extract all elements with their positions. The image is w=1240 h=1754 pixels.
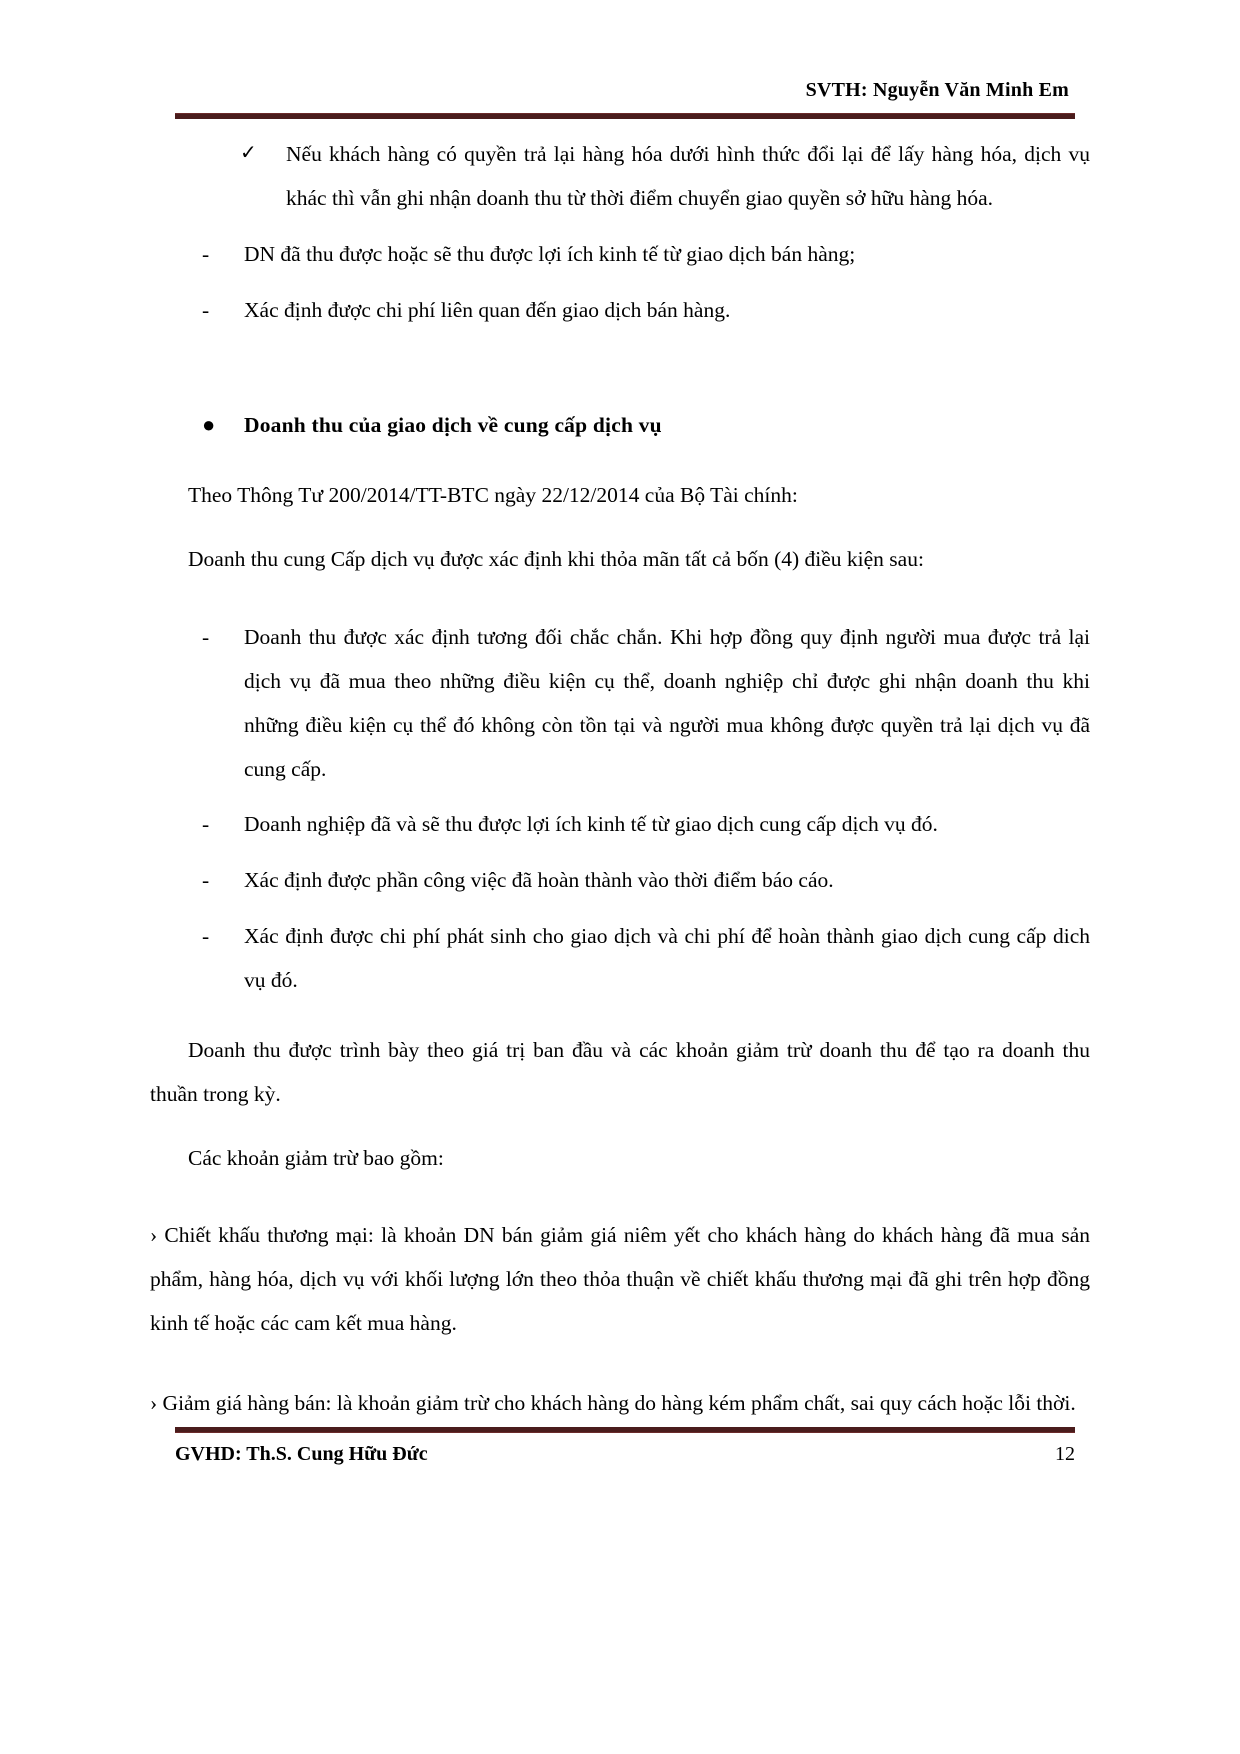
section-spacer [150,344,1090,370]
list-item-text: Doanh thu được xác định tương đối chắc chắn. Khi hợp đồng quy định người mua được trả lại dịch vụ đã mua theo những điều kiện cụ thể, doanh nghiệp chỉ được ghi nhận doanh thu khi những điều kiện cụ thể đó không còn tồn tại và người mua không được quyền trả lại dịch vụ đã cung cấp. [244,625,1090,781]
list-item-text: Xác định được phần công việc đã hoàn thành vào thời điểm báo cáo. [244,868,834,893]
paragraph-presentation: Doanh thu được trình bày theo giá trị ban đầu và các khoản giảm trừ doanh thu để tạo ra doanh thu thuần trong kỳ. [150,1037,1090,1106]
dash-icon: - [202,625,210,650]
footer-page-number: 12 [1055,1443,1075,1465]
dash-list-service-conditions [202,616,1090,1003]
paragraph-conditions-intro: Doanh thu cung Cấp dịch vụ được xác định khi thỏa mãn tất cả bốn (4) điều kiện sau: [188,547,924,572]
page-header [175,78,1075,119]
section-spacer [150,1015,1090,1029]
dash-list-sales [202,233,1090,333]
paragraph-trade-discount [150,1214,1090,1346]
angle-marker-icon: › [150,1223,158,1248]
list-item-text: Xác định được chi phí liên quan đến giao dịch bán hàng. [244,297,731,322]
list-item-text: DN đã thu được hoặc sẽ thu được lợi ích kinh tế từ giao dịch bán hàng; [244,241,856,266]
paragraph-circular-reference: Theo Thông Tư 200/2014/TT-BTC ngày 22/12/2014 của Bộ Tài chính: [188,483,798,508]
dash-icon: - [202,924,210,949]
list-item [202,289,1090,333]
list-item [202,803,1090,847]
checkmark-icon: ✓ [240,142,257,164]
list-item [202,616,1090,791]
footer-divider-rule [175,1427,1075,1433]
footer-row [175,1443,1075,1466]
dash-icon: - [202,241,210,266]
angle-marker-icon: › [150,1391,158,1416]
list-item [202,233,1090,277]
section-heading-text: Doanh thu của giao dịch về cung cấp dịch vụ [244,413,662,438]
dash-icon: - [202,297,210,322]
section-heading [202,404,1090,448]
footer-advisor-name: GVHD: Th.S. Cung Hữu Đức [175,1443,428,1465]
paragraph-sales-allowance-text: Giảm giá hàng bán: là khoản giảm trừ cho khách hàng do hàng kém phẩm chất, sai quy cách hoặc lỗi thời. [162,1391,1076,1416]
list-item-text: Xác định được chi phí phát sinh cho giao dịch và chi phí để hoàn thành giao dịch cung cấp dich vụ đó. [244,924,1090,993]
dash-icon: - [202,868,210,893]
paragraph-trade-discount-text: Chiết khấu thương mại: là khoản DN bán giảm giá niêm yết cho khách hàng do khách hàng đã mua sản phẩm, hàng hóa, dịch vụ với khối lượng lớn theo thỏa thuận về chiết khấu thương mại đã ghi trên hợp đồng kinh tế hoặc các cam kết mua hàng. [150,1223,1091,1336]
checkmark-list [240,133,1090,221]
header-divider-rule [175,113,1075,119]
list-spacer [150,602,1090,616]
list-item [202,915,1090,1003]
section-spacer [150,1368,1090,1382]
paragraph-deductions-intro: Các khoản giảm trừ bao gồm: [188,1145,444,1170]
dash-icon: - [202,812,210,837]
header-student-name: SVTH: Nguyễn Văn Minh Em [805,79,1069,101]
bullet-icon: ● [202,412,216,438]
list-item-text: Nếu khách hàng có quyền trả lại hàng hóa dưới hình thức đổi lại để lấy hàng hóa, dịch vụ khác thì vẫn ghi nhận doanh thu từ thời điểm chuyển giao quyền sở hữu hàng hóa. [286,142,1090,210]
list-item [240,133,1090,221]
paragraph-sales-allowance [150,1382,1090,1426]
list-item-text: Doanh nghiệp đã và sẽ thu được lợi ích kinh tế từ giao dịch cung cấp dịch vụ đó. [244,812,938,837]
document-body [150,133,1090,1448]
section-spacer [150,1200,1090,1214]
page-footer [175,1427,1075,1466]
list-item [202,859,1090,903]
